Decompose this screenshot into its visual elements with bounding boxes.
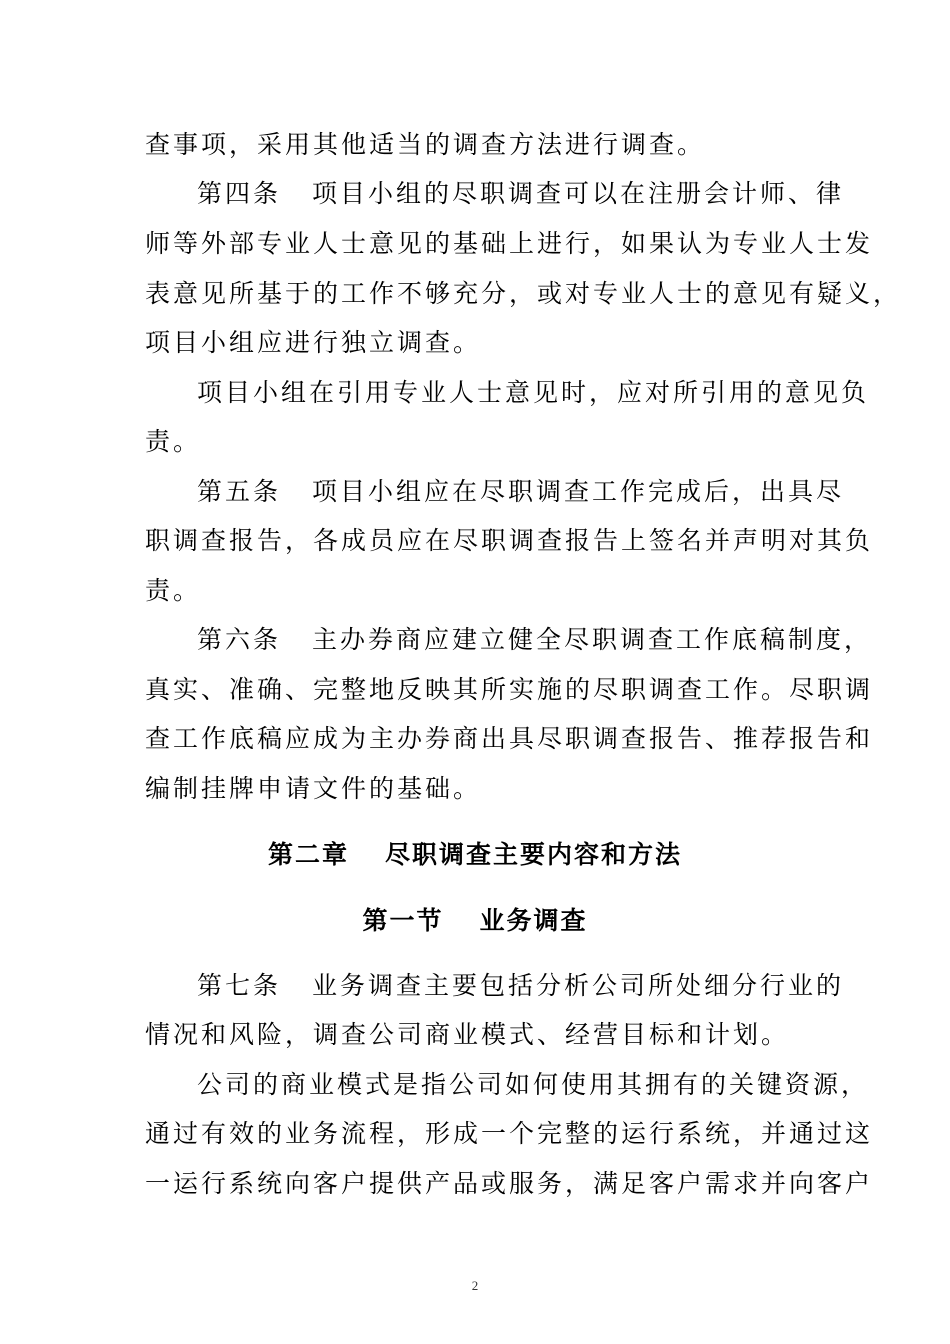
paragraph-line: 师等外部专业人士意见的基础上进行，如果认为专业人士发 [145,229,874,258]
paragraph-line: 情况和风险，调查公司商业模式、经营目标和计划。 [145,1020,790,1049]
paragraph-line: 查事项，采用其他适当的调查方法进行调查。 [145,130,706,159]
article-number: 第七条 [197,971,282,1000]
paragraph-line: 项目小组在引用专业人士意见时，应对所引用的意见负 [197,378,870,407]
paragraph-line: 项目小组应进行独立调查。 [145,328,482,357]
article-7-line [197,969,845,1003]
article-number: 第四条 [197,179,282,208]
paragraph-line: 编制挂牌申请文件的基础。 [145,774,482,803]
paragraph-line: 表意见所基于的工作不够充分，或对专业人士的意见有疑义， [145,279,902,308]
article-6-line [197,623,873,657]
paragraph-line: 责。 [145,427,202,456]
article-text: 业务调查主要包括分析公司所处细分行业的 [312,971,845,1000]
section-title: 业务调查 [479,906,588,935]
section-number: 第一节 [362,906,444,935]
paragraph-line: 查工作底稿应成为主办券商出具尽职调查报告、推荐报告和 [145,724,874,753]
paragraph-line: 职调查报告，各成员应在尽职调查报告上签名并声明对其负 [145,526,874,555]
section-heading [0,904,950,938]
article-text: 主办券商应建立健全尽职调查工作底稿制度， [312,625,873,654]
article-number: 第六条 [197,625,282,654]
article-number: 第五条 [197,477,282,506]
chapter-heading [0,838,950,872]
paragraph-line: 一运行系统向客户提供产品或服务，满足客户需求并向客户 [145,1169,874,1198]
article-text: 项目小组的尽职调查可以在注册会计师、律 [312,179,845,208]
paragraph-line: 责。 [145,576,202,605]
article-5-line [197,475,845,509]
chapter-title: 尽职调查主要内容和方法 [385,840,683,869]
article-text: 项目小组应在尽职调查工作完成后，出具尽 [312,477,845,506]
chapter-number: 第二章 [267,840,349,869]
paragraph-line: 通过有效的业务流程，形成一个完整的运行系统，并通过这 [145,1119,874,1148]
article-4-line [197,177,845,211]
paragraph-line: 真实、准确、完整地反映其所实施的尽职调查工作。尽职调 [145,675,874,704]
paragraph-line: 公司的商业模式是指公司如何使用其拥有的关键资源， [197,1070,870,1099]
page-number: 2 [471,1278,479,1293]
